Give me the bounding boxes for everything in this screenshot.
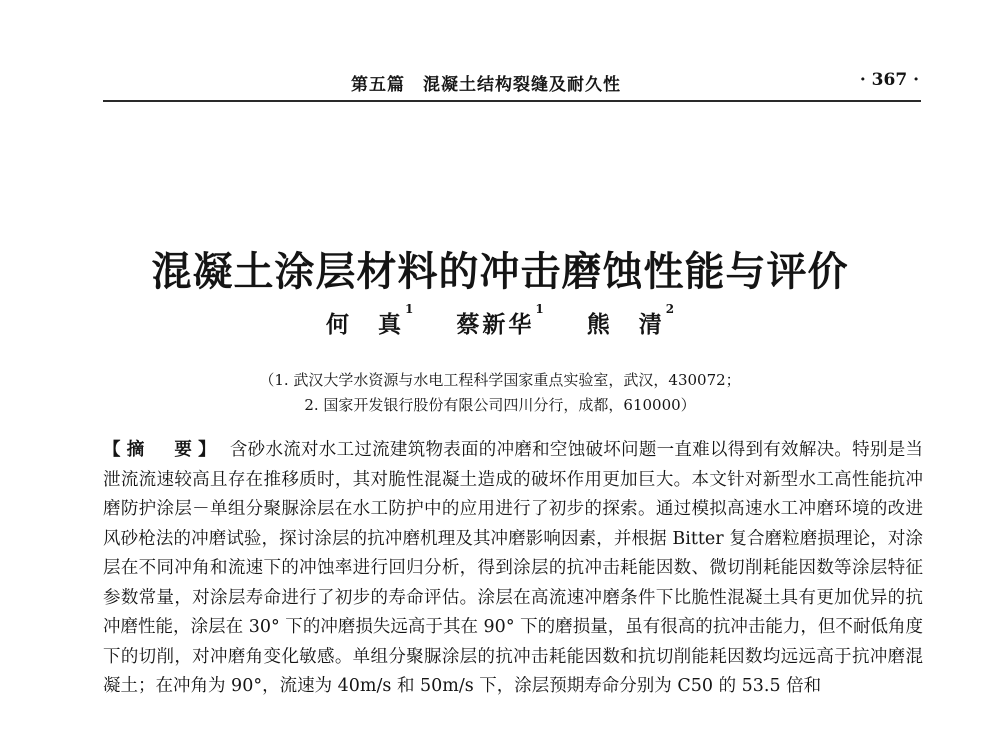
author-name: 蔡新华 xyxy=(456,311,535,338)
author xyxy=(586,302,675,339)
paper-title: 混凝土涂层材料的冲击磨蚀性能与评价 xyxy=(151,248,849,295)
author xyxy=(325,302,414,339)
abstract-label: 【摘 要】 xyxy=(103,440,222,460)
page-number: · 367 · xyxy=(859,70,919,90)
running-head-section: 第五篇 混凝土结构裂缝及耐久性 xyxy=(351,75,621,95)
author-name: 熊 清 xyxy=(586,311,665,338)
author-list xyxy=(0,302,1000,339)
page-header xyxy=(103,60,921,102)
author-affiliation-mark: 1 xyxy=(404,302,414,316)
abstract xyxy=(103,436,923,702)
author-affiliation-mark: 1 xyxy=(535,302,544,316)
author-name: 何 真 xyxy=(325,311,404,338)
author-affiliation-mark: 2 xyxy=(665,302,675,316)
abstract-text: 含砂水流对水工过流建筑物表面的冲磨和空蚀破坏问题一直难以得到有效解决。特别是当泄流流速较高且存在推移质时，其对脆性混凝土造成的破坏作用更加巨大。本文针对新型水工高性能抗冲磨防护涂层－单组分聚脲涂层在水工防护中的应用进行了初步的探索。通过模拟高速水工冲磨环境的改进风砂枪法的冲磨试验，探讨涂层的抗冲磨机理及其冲磨影响因素，并根据 Bitter 复合磨粒磨损理论，对涂层在不同冲角和流速下的冲蚀率进行回归分析，得到涂层的抗冲击耗能因数、微切削耗能因数等涂层特征参数常量，对涂层寿命进行了初步的寿命评估。涂层在高流速冲磨条件下比脆性混凝土具有更加优异的抗冲磨性能，涂层在 30° 下的冲磨损失远高于其在 90° 下的磨损量，虽有很高的抗冲击能力，但不耐低角度下的切削，对冲磨角变化敏感。单组分聚脲涂层的抗冲击耗能因数和抗切削能耗因数均远远高于抗冲磨混凝土；在冲角为 90°，流速为 40m/s 和 50m/s 下，涂层预期寿命分别为 C50 的 53.5 倍和 xyxy=(103,440,924,696)
affiliation-line: 2. 国家开发银行股份有限公司四川分行，成都，610000） xyxy=(304,396,696,414)
affiliation-line: （1. 武汉大学水资源与水电工程科学国家重点实验室，武汉，430072； xyxy=(259,371,741,389)
affiliations xyxy=(0,368,1000,418)
author xyxy=(456,302,544,339)
